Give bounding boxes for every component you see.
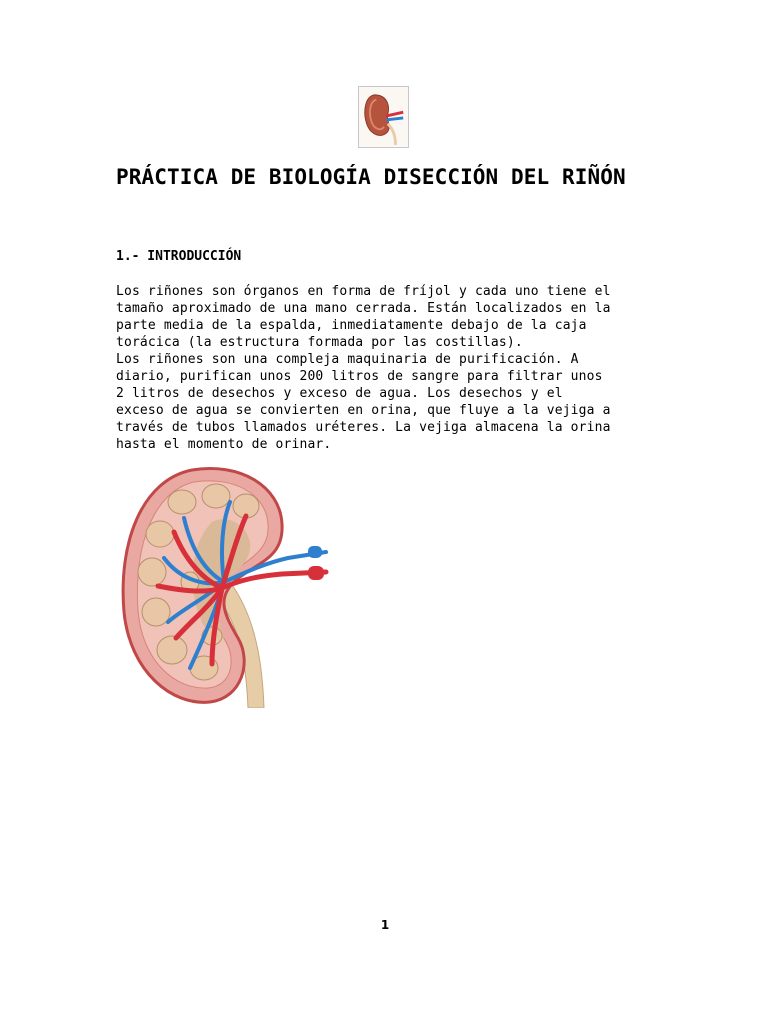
paragraph-line: través de tubos llamados uréteres. La vejiga almacena la orina	[116, 420, 611, 435]
paragraph-line: Los riñones son órganos en forma de fríjol y cada uno tiene el	[116, 284, 611, 299]
kidney-thumbnail-image	[358, 86, 409, 148]
paragraph-line: hasta el momento de orinar.	[116, 437, 332, 452]
paragraph-line: exceso de agua se convierten en orina, que fluye a la vejiga a	[116, 403, 611, 418]
paragraph-line: diario, purifican unos 200 litros de sangre para filtrar unos	[116, 369, 603, 384]
introduction-paragraph	[116, 283, 656, 453]
paragraph-line: Los riñones son una compleja maquinaria de purificación. A	[116, 352, 579, 367]
section-heading-introduction: 1.- INTRODUCCIÓN	[116, 249, 242, 264]
paragraph-line: tamaño aproximado de una mano cerrada. Están localizados en la	[116, 301, 611, 316]
paragraph-line: torácica (la estructura formada por las costillas).	[116, 335, 523, 350]
page-title: PRÁCTICA DE BIOLOGÍA DISECCIÓN DEL RIÑÓN	[116, 165, 626, 189]
kidney-thumbnail-illustration	[359, 87, 408, 147]
kidney-cross-section-illustration	[112, 462, 334, 708]
paragraph-line: parte media de la espalda, inmediatamente debajo de la caja	[116, 318, 587, 333]
paragraph-line: 2 litros de desechos y exceso de agua. Los desechos y el	[116, 386, 563, 401]
page-number: 1	[380, 918, 390, 932]
